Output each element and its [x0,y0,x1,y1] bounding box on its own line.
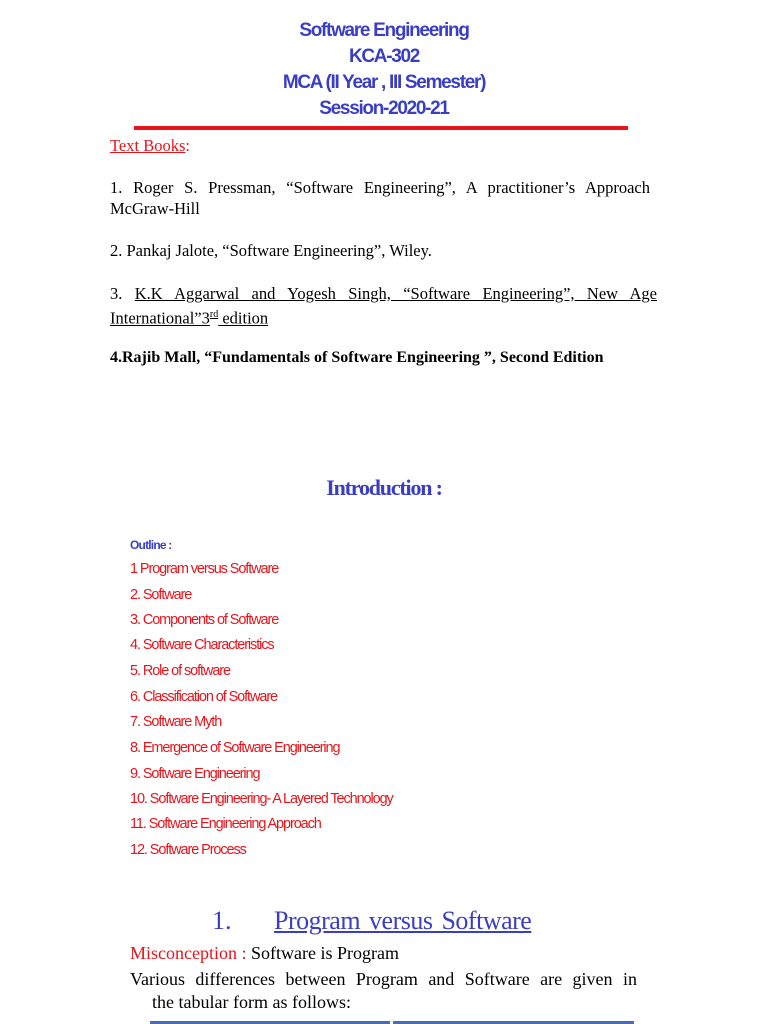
textbooks-label: Text Books [110,136,186,155]
table-intro-line-1: Various differences between Program and Software are given in [130,969,637,989]
outline-item: 2. Software [130,587,192,603]
book-3-edition: edition [218,308,269,328]
outline-item: 4. Software Characteristics [130,637,274,653]
course-code: KCA-302 [348,46,420,67]
book-3-line-1 [110,283,657,304]
outline-item: 10. Software Engineering- A Layered Technology [130,791,393,807]
header-divider [134,126,628,130]
book-3-publisher: International”3 [110,308,210,328]
book-3-superscript: rd [209,309,219,320]
outline-item: 8. Emergence of Software Engineering [130,740,340,756]
book-1-line-1: 1. Roger S. Pressman, “Software Engineering”, A practitioner’s Approach [110,178,650,197]
outline-item: 11. Software Engineering Approach [130,816,321,832]
section-1-number: 1. [212,906,232,935]
table-intro-line-2: the tabular form as follows: [152,992,351,1012]
book-2: 2. Pankaj Jalote, “Software Engineering”, Wiley. [110,241,432,260]
section-1-title: Program versus Software [274,906,532,935]
outline-label: Outline : [130,538,172,552]
program-line: MCA (II Year , III Semester) [282,72,486,93]
outline-item: 6. Classification of Software [130,689,278,705]
book-3-line-2 [110,304,268,329]
introduction-heading: Introduction : [326,475,442,500]
book-1-line-2: McGraw-Hill [110,199,200,218]
session-line: Session-2020-21 [319,98,449,119]
misconception-line [130,943,399,964]
outline-item: 1 Program versus Software [130,561,279,577]
misconception-text: Software is Program [250,943,399,963]
misconception-label: Misconception : [130,943,251,963]
course-title: Software Engineering [299,20,469,41]
textbooks-colon: : [185,136,190,155]
book-4: 4.Rajib Mall, “Fundamentals of Software Engineering ”, Second Edition [110,349,604,366]
book-3-number: 3. [110,284,135,303]
outline-item: 5. Role of software [130,663,230,679]
outline-item: 9. Software Engineering [130,766,260,782]
book-3-text: K.K Aggarwal and Yogesh Singh, “Software Engineering”, New Age [134,284,657,303]
outline-item: 7. Software Myth [130,714,222,730]
textbooks-heading [110,135,190,156]
outline-item: 12. Software Process [130,842,246,858]
outline-item: 3. Components of Software [130,612,279,628]
